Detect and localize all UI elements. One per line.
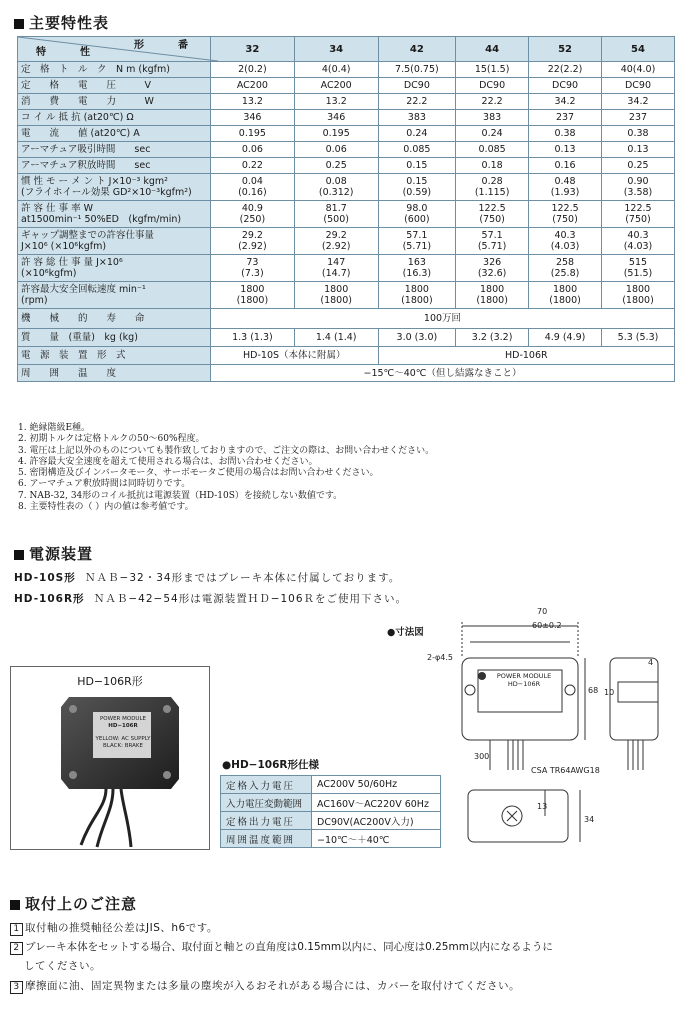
module-text: YELLOW: AC SUPPLY [95, 736, 151, 742]
table-cell: 29.2 (2.92) [211, 228, 295, 255]
mass-cell: 1.4 (1.4) [294, 329, 378, 347]
caution-text: 摩擦面に油、固定異物または多量の塵埃が入るおそれがある場合には、カバーを取付けてください。 [25, 980, 520, 992]
table-row [18, 282, 675, 309]
spec-table [17, 36, 675, 382]
mass-cell: 5.3 (5.3) [602, 329, 675, 347]
table-cell: 0.24 [456, 126, 529, 142]
table-row [18, 228, 675, 255]
power-module-image [11, 667, 209, 849]
table-cell: 22.2 [456, 94, 529, 110]
table-cell: DC90 [602, 78, 675, 94]
table-cell: 7.5(0.75) [378, 62, 456, 78]
psu-line-1 [14, 570, 400, 585]
row-label: 機 械 的 寿 命 [18, 309, 211, 329]
caution-item-2 [10, 939, 553, 955]
table-cell: DC90 [529, 78, 602, 94]
hd-spec-value: DC90V(AC200V入力) [312, 812, 441, 830]
table-row [221, 794, 441, 812]
section-title-main: 主要特性表 [14, 12, 109, 33]
mass-cell: 1.3 (1.3) [211, 329, 295, 347]
table-row [18, 158, 675, 174]
table-cell: 0.085 [378, 142, 456, 158]
notes-list [18, 423, 434, 513]
table-cell: 0.16 [529, 158, 602, 174]
header-corner-right: 形 番 [134, 40, 200, 51]
table-cell: 163 (16.3) [378, 255, 456, 282]
dim-68: 68 [588, 686, 599, 695]
table-cell: 98.0 (600) [378, 201, 456, 228]
table-cell: 1800 (1800) [529, 282, 602, 309]
table-cell: 13.2 [211, 94, 295, 110]
section-title-psu: 電源装置 [14, 543, 93, 564]
table-cell: 0.13 [602, 142, 675, 158]
hd-spec-table [220, 775, 441, 848]
table-row [18, 255, 675, 282]
table-cell: 515 (51.5) [602, 255, 675, 282]
hd-spec-key: 定格出力電圧 [221, 812, 312, 830]
row-label: 許 容 総 仕 事 量 J×10⁶ (×10⁶kgfm) [18, 255, 211, 282]
table-cell: 326 (32.6) [456, 255, 529, 282]
module-model: HD−106R [108, 723, 138, 729]
model-header: 32 [211, 37, 295, 62]
drawing-model: HD−106R [507, 680, 541, 688]
drawing-brand: POWER MODULE [496, 672, 552, 680]
note: 7. NAB-32, 34形のコイル抵抗は電源装置（HD-10S）を接続しない数値です。 [18, 490, 343, 501]
caution-number: 1 [10, 923, 23, 936]
table-cell: 0.06 [294, 142, 378, 158]
row-label: アーマチュア吸引時間 sec [18, 142, 211, 158]
dim-cable: CSA TR64AWG18 [531, 766, 600, 775]
table-row [18, 62, 675, 78]
hd-spec-key: 定格入力電圧 [221, 776, 312, 794]
row-label: 許 容 仕 事 率 W at1500min⁻¹ 50%ED (kgfm/min) [18, 201, 211, 228]
model-header: 42 [378, 37, 456, 62]
note: 8. 主要特性表の（ ）内の値は参考値です。 [18, 502, 194, 513]
module-text: BLACK: BRAKE [103, 743, 143, 749]
table-row-psu [18, 347, 675, 365]
table-cell: 0.22 [211, 158, 295, 174]
psu-text: ＮＡＢ−32・34形まではブレーキ本体に付属しております。 [85, 572, 401, 584]
table-row-mass [18, 329, 675, 347]
table-cell: 346 [211, 110, 295, 126]
caution-text: ブレーキ本体をセットする場合、取付面と軸との直角度は0.15mm以内に、同心度は0.25mm以内になるように [25, 941, 553, 953]
square-bullet-icon [14, 19, 24, 29]
table-cell: 0.38 [602, 126, 675, 142]
table-cell: 0.195 [294, 126, 378, 142]
caution-text: 取付軸の推奨軸径公差はJIS、h6です。 [25, 922, 218, 934]
table-cell: 73 (7.3) [211, 255, 295, 282]
table-cell: AC200 [294, 78, 378, 94]
psu-line-2 [14, 591, 407, 606]
psu-text: ＮＡＢ−42−54形は電源装置ＨＤ−106Ｒをご使用下さい。 [93, 593, 408, 605]
square-bullet-icon [14, 550, 24, 560]
table-cell: 0.06 [211, 142, 295, 158]
table-row [18, 142, 675, 158]
table-row [18, 201, 675, 228]
psu-model: HD-10S形 [14, 572, 76, 584]
table-row [18, 126, 675, 142]
product-photo [10, 666, 210, 850]
table-cell: 1800 (1800) [294, 282, 378, 309]
caution-item-2-cont: してください。 [24, 960, 101, 972]
section-title-caution: 取付上のご注意 [10, 893, 137, 914]
dim-60: 60±0.2 [532, 621, 562, 630]
table-cell: 0.28 (1.115) [456, 174, 529, 201]
table-cell: 15(1.5) [456, 62, 529, 78]
table-cell: 1800 (1800) [602, 282, 675, 309]
module-brand: POWER MODULE [99, 716, 146, 722]
header-corner-left: 特 性 [36, 47, 102, 58]
table-row [18, 174, 675, 201]
table-cell: 0.38 [529, 126, 602, 142]
table-row [18, 94, 675, 110]
table-cell: 34.2 [602, 94, 675, 110]
table-cell: 237 [602, 110, 675, 126]
mass-cell: 4.9 (4.9) [529, 329, 602, 347]
row-label: コ イ ル 抵 抗 (at20℃) Ω [18, 110, 211, 126]
psu-value-b: HD-106R [378, 347, 674, 365]
dimension-title: ●寸法図 [387, 627, 424, 638]
photo-caption: HD−106R形 [77, 675, 143, 688]
row-label: 消 費 電 力 W [18, 94, 211, 110]
model-header: 52 [529, 37, 602, 62]
table-cell: 40.9 (250) [211, 201, 295, 228]
table-cell: 346 [294, 110, 378, 126]
hd-spec-key: 周囲温度範囲 [221, 830, 312, 848]
table-cell: 0.25 [602, 158, 675, 174]
table-cell: 40(4.0) [602, 62, 675, 78]
table-cell: 81.7 (500) [294, 201, 378, 228]
table-row [221, 830, 441, 848]
dim-34: 34 [584, 815, 595, 824]
dim-13: 13 [537, 802, 548, 811]
row-label: アーマチュア釈放時間 sec [18, 158, 211, 174]
caution-number: 3 [10, 981, 23, 994]
table-cell: 2(0.2) [211, 62, 295, 78]
model-header: 54 [602, 37, 675, 62]
mass-cell: 3.2 (3.2) [456, 329, 529, 347]
square-bullet-icon [10, 900, 20, 910]
table-cell: 0.25 [294, 158, 378, 174]
table-cell: 237 [529, 110, 602, 126]
table-cell: 22(2.2) [529, 62, 602, 78]
table-cell: 0.195 [211, 126, 295, 142]
table-cell: 122.5 (750) [456, 201, 529, 228]
row-label: 周 囲 温 度 [18, 365, 211, 382]
table-cell: 1800 (1800) [211, 282, 295, 309]
note: 2. 初期トルクは定格トルクの50〜60%程度。 [18, 434, 205, 445]
table-row-life [18, 309, 675, 329]
table-row [221, 812, 441, 830]
table-cell: 40.3 (4.03) [602, 228, 675, 255]
note: 1. 絶縁階級E種。 [18, 423, 91, 433]
row-label: 電 流 値 (at20℃) A [18, 126, 211, 142]
note: 4. 許容最大安全速度を超えて使用される場合は、お問い合わせください。 [18, 456, 318, 467]
note: 3. 電圧は上記以外のものについても製作致しておりますので、ご注文の際は、お問い合わせください。 [18, 445, 435, 456]
row-label: 定 格 ト ル ク N m (kgfm) [18, 62, 211, 78]
table-cell: 0.04 (0.16) [211, 174, 295, 201]
row-label: 質 量 (重量) kg (kg) [18, 329, 211, 347]
caution-number: 2 [10, 942, 23, 955]
caution-item-1 [10, 920, 218, 936]
model-header: 34 [294, 37, 378, 62]
table-header-row [18, 37, 675, 62]
row-label: 定 格 電 圧 V [18, 78, 211, 94]
hd-spec-value: −10℃〜＋40℃ [312, 830, 441, 848]
table-cell: 57.1 (5.71) [378, 228, 456, 255]
table-cell: 258 (25.8) [529, 255, 602, 282]
table-cell: 0.15 [378, 158, 456, 174]
table-cell: 4(0.4) [294, 62, 378, 78]
row-label: 慣 性 モ ー メ ン ト J×10⁻³ kgm² (フライホイール効果 GD²×10⁻³kgfm²) [18, 174, 211, 201]
caution-item-3 [10, 978, 520, 994]
table-cell: 57.1 (5.71) [456, 228, 529, 255]
table-cell: 147 (14.7) [294, 255, 378, 282]
table-cell: 22.2 [378, 94, 456, 110]
table-cell: 29.2 (2.92) [294, 228, 378, 255]
table-cell: DC90 [456, 78, 529, 94]
table-cell: 383 [456, 110, 529, 126]
table-cell: 0.90 (3.58) [602, 174, 675, 201]
table-cell: 34.2 [529, 94, 602, 110]
dim-hole: 2-φ4.5 [427, 653, 453, 662]
psu-model: HD-106R形 [14, 593, 85, 605]
table-cell: 0.08 (0.312) [294, 174, 378, 201]
row-label: 許容最大安全回転速度 min⁻¹ (rpm) [18, 282, 211, 309]
table-cell: 1800 (1800) [456, 282, 529, 309]
header-corner [18, 37, 211, 62]
table-cell: 13.2 [294, 94, 378, 110]
psu-value-a: HD-10S（本体に附属） [211, 347, 379, 365]
note: 5. 密閉構造及びインバータモータ、サーボモータご使用の場合はお問い合わせください。 [18, 468, 379, 479]
hd-spec-key: 入力電圧変動範囲 [221, 794, 312, 812]
dim-4: 4 [648, 658, 654, 667]
model-header: 44 [456, 37, 529, 62]
row-label: ギャップ調整までの許容仕事量 J×10⁶ (×10⁶kgfm) [18, 228, 211, 255]
table-row [221, 776, 441, 794]
hd-spec-value: AC200V 50/60Hz [312, 776, 441, 794]
table-cell: 0.48 (1.93) [529, 174, 602, 201]
table-cell: 0.24 [378, 126, 456, 142]
dim-300: 300 [474, 752, 490, 761]
table-cell: 122.5 (750) [529, 201, 602, 228]
dim-70: 70 [537, 607, 548, 616]
table-row [18, 78, 675, 94]
table-cell: 1800 (1800) [378, 282, 456, 309]
row-label: 電 源 装 置 形 式 [18, 347, 211, 365]
table-cell: 40.3 (4.03) [529, 228, 602, 255]
table-cell: 383 [378, 110, 456, 126]
life-value: 100万回 [211, 309, 675, 329]
drawing-label [482, 672, 566, 688]
dim-10: 10 [604, 688, 615, 697]
table-cell: 122.5 (750) [602, 201, 675, 228]
note: 6. アーマチュア釈放時間は同時切りです。 [18, 479, 191, 490]
table-cell: 0.13 [529, 142, 602, 158]
table-cell: 0.18 [456, 158, 529, 174]
table-cell: 0.085 [456, 142, 529, 158]
table-cell: AC200 [211, 78, 295, 94]
mass-cell: 3.0 (3.0) [378, 329, 456, 347]
temp-value: −15℃〜40℃（但し結露なきこと） [211, 365, 675, 382]
module-label [95, 716, 151, 750]
table-row-temp [18, 365, 675, 382]
hd-spec-title: ●HD−106R形仕様 [222, 759, 319, 771]
dimension-drawing [420, 600, 680, 850]
table-row [18, 110, 675, 126]
table-cell: 0.15 (0.59) [378, 174, 456, 201]
hd-spec-value: AC160V〜AC220V 60Hz [312, 794, 441, 812]
table-cell: DC90 [378, 78, 456, 94]
